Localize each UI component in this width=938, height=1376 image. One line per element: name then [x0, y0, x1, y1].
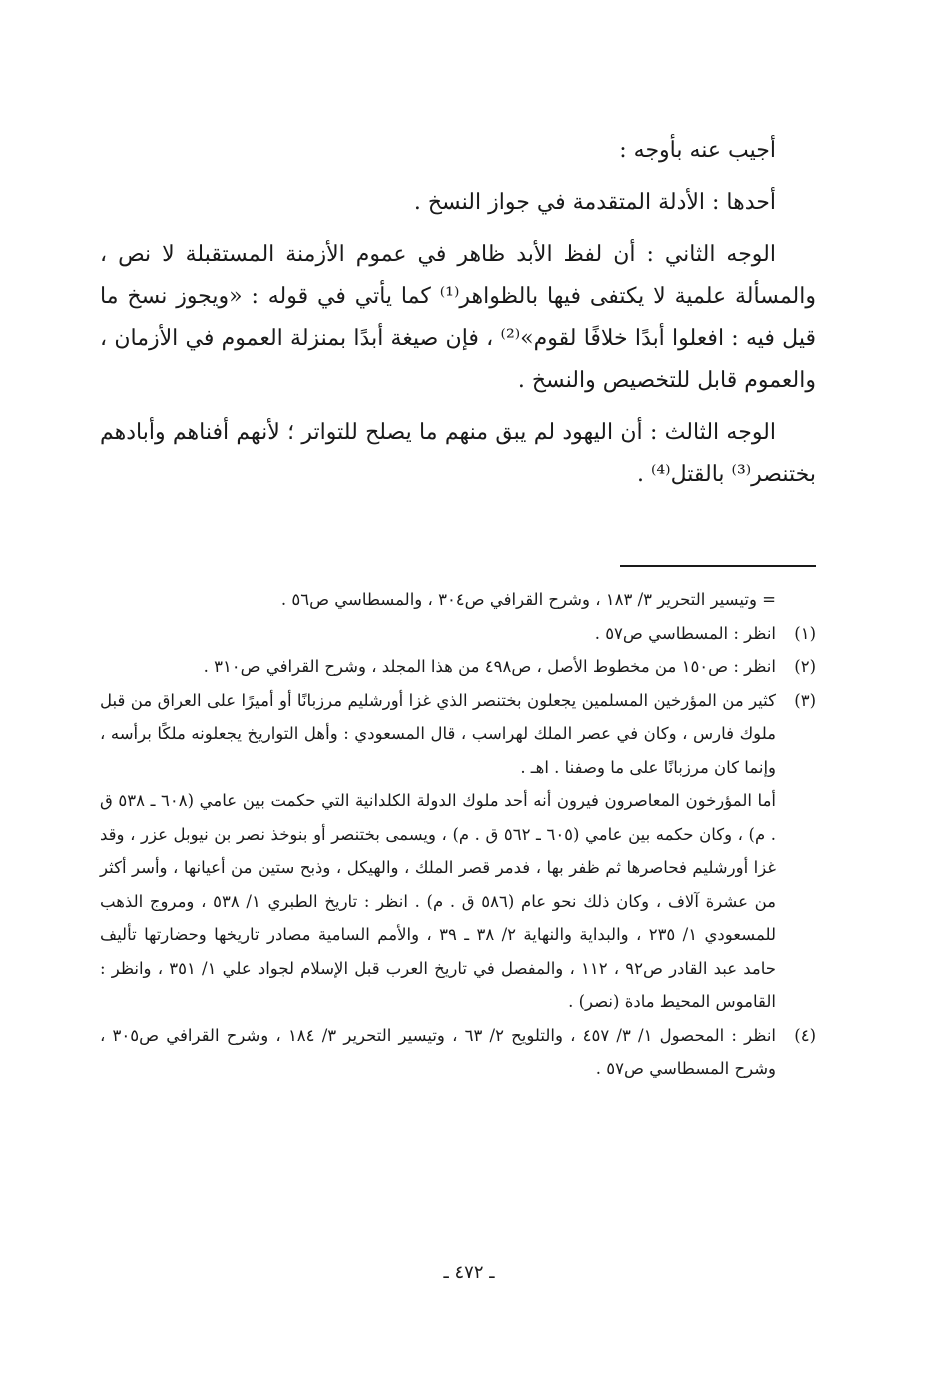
footnote-text: انظر : ص١٥٠ من مخطوط الأصل ، ص٤٩٨ من هذا المجلد ، وشرح القرافي ص٣١٠ . [203, 657, 776, 676]
footnote-number: (٤) [794, 1025, 816, 1045]
footnote-text: انظر : المحصول ١/ ٣/ ٤٥٧ ، والتلويح ٢/ ٦٣ ، وتيسير التحرير ٣/ ١٨٤ ، وشرح القرافي ص٣٠٥ ، وشرح المسطاسي ص٥٧ . [100, 1025, 776, 1078]
footnotes-section [100, 583, 816, 1086]
footnote-2 [100, 650, 816, 684]
paragraph-intro: أجيب عنه بأوجه : [619, 138, 776, 163]
footnote-number: (٣) [794, 690, 816, 710]
footnote-text: انظر : المسطاسي ص٥٧ . [594, 623, 776, 643]
paragraph-first-aspect: أحدها : الأدلة المتقدمة في جواز النسخ . [413, 190, 776, 215]
main-text [100, 130, 816, 506]
footnote-text: كثير من المؤرخين المسلمين يجعلون بختنصر الذي غزا أورشليم مرزبانًا أو أميرًا على العراق من قبل ملوك فارس ، وكان في عصر الملك لهراسب ، قال المسعودي : وأهل التواريخ يجعلونه ملكًا برأسه ، وإنما كان مرزبانًا على ما وصفنا . اهـ . [100, 690, 776, 777]
footnote-number: (٢) [794, 657, 816, 676]
footnote-4 [100, 1019, 816, 1086]
paragraph-second-aspect: الوجه الثاني : أن لفظ الأبد ظاهر في عموم الأزمنة المستقبلة لا نص ، والمسألة علمية لا يكتفى فيها بالظواهر⁽¹⁾ كما يأتي في قوله : «ويجوز نسخ ما قيل فيه : افعلوا أبدًا خلافًا لقوم»⁽²⁾ ، فإن صيغة أبدًا بمنزلة العموم في الأزمان ، والعموم قابل للتخصيص والنسخ . [100, 242, 817, 393]
page-number: ـ ٤٧٢ ـ [443, 1262, 495, 1283]
footnote-number: (١) [794, 623, 816, 643]
footnote-3 [100, 684, 816, 785]
footnote-3-continued: أما المؤرخون المعاصرون فيرون أنه أحد ملوك الدولة الكلدانية التي حكمت بين عامي (٦٠٨ ـ ٥٣٨ ق . م) ، وكان حكمه بين عامي (٦٠٥ ـ ٥٦٢ ق . م) ، ويسمى بختنصر أو بنوخذ نصر بن نيوبل عزر ، وقد غزا أورشليم فحاصرها ثم ظفر بها ، فدمر قصر الملك ، والهيكل ، وذبح ستين من أعيانها ، وأسر أكثر من عشرة آلاف ، وكان ذلك نحو عام (٥٨٦ ق . م) . انظر : تاريخ الطبري ١/ ٥٣٨ ، ومروج الذهب للمسعودي ١/ ٢٣٥ ، والبداية والنهاية ٢/ ٣٨ ـ ٣٩ ، والأمم السامية مصادر تاريخها وحضارتها تأليف حامد عبد القادر ص٩٢ ، ١١٢ ، والمفصل في تاريخ العرب قبل الإسلام لجواد علي ١/ ٣٥١ ، وانظر : القاموس المحيط مادة (نصر) . [100, 791, 777, 1011]
paragraph-third-aspect: الوجه الثالث : أن اليهود لم يبق منهم ما يصلح للتواتر ؛ لأنهم أفناهم وأبادهم بختنصر⁽³⁾ بالقتل⁽⁴⁾ . [100, 420, 816, 487]
footnote-continuation: = وتيسير التحرير ٣/ ١٨٣ ، وشرح القرافي ص٣٠٤ ، والمسطاسي ص٥٦ . [280, 590, 776, 609]
footnote-separator [620, 565, 816, 567]
footnote-1 [100, 617, 816, 651]
